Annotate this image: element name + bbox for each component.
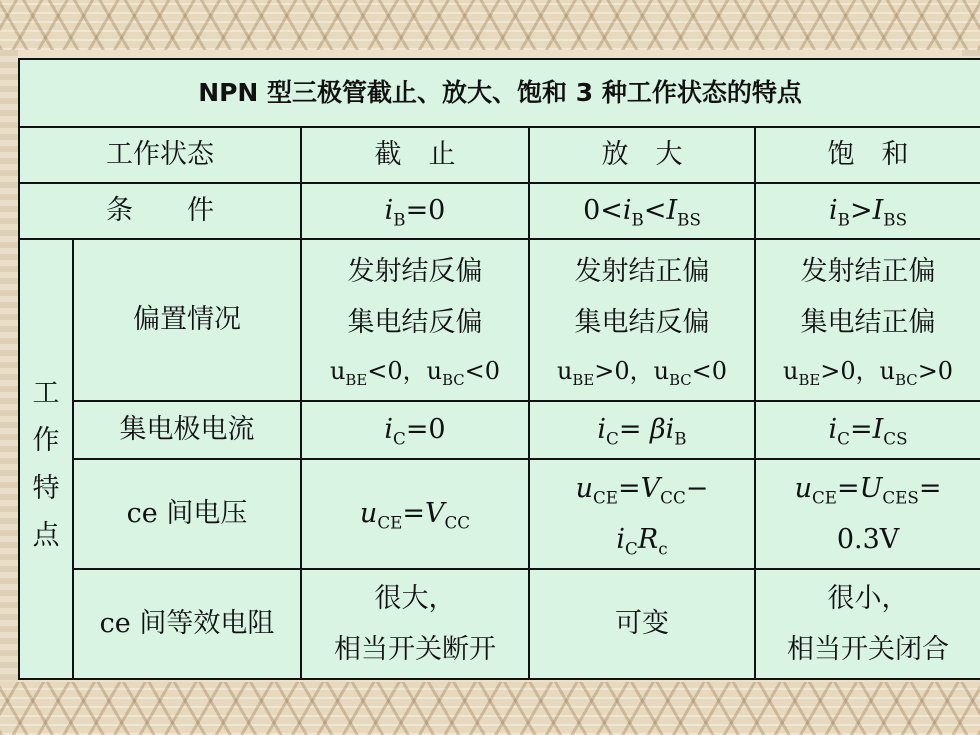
bias-saturation: 发射结正偏 集电结正偏 $u_{BE}>0$，$u_{BC}>0$ <box>755 239 980 401</box>
header-cutoff: 截 止 <box>301 127 529 183</box>
ce-voltage-saturation: $u_{CE}=U_{CES}=$ 0.3V <box>755 459 980 569</box>
bias-label: 偏置情况 <box>73 239 301 401</box>
side-label-char: 特 <box>32 472 60 504</box>
bias-amplify: 发射结正偏 集电结反偏 $u_{BE}>0$，$u_{BC}<0$ <box>529 239 755 401</box>
condition-saturation: $i_B>I_{BS}$ <box>755 183 980 239</box>
collector-current-saturation: $i_C=I_{CS}$ <box>755 401 980 459</box>
transistor-states-table <box>18 58 980 680</box>
side-label-char: 作 <box>32 425 60 457</box>
decorative-border-bottom <box>0 682 980 735</box>
bias-cutoff: 发射结反偏 集电结反偏 $u_{BE}<0$，$u_{BC}<0$ <box>301 239 529 401</box>
ce-resistance-amplify: 可变 <box>529 569 755 679</box>
ce-voltage-label: ce 间电压 <box>73 459 301 569</box>
side-label-char: 工 <box>32 378 60 409</box>
collector-current-label: 集电极电流 <box>73 401 301 459</box>
decorative-border-top <box>0 0 980 50</box>
header-amplify: 放 大 <box>529 127 755 183</box>
decorative-border-left <box>0 50 18 682</box>
header-saturation: 饱 和 <box>755 127 980 183</box>
side-label-working-characteristics <box>19 239 73 679</box>
condition-amplify: $0<i_B<I_{BS}$ <box>529 183 755 239</box>
collector-current-cutoff: $i_C=0$ <box>301 401 529 459</box>
ce-voltage-amplify: $u_{CE}=V_{CC}-$ $i_CR_c$ <box>529 459 755 569</box>
header-state-label: 工作状态 <box>19 127 301 183</box>
collector-current-amplify: $i_C= \beta i_B$ <box>529 401 755 459</box>
ce-resistance-saturation: 很小， 相当开关闭合 <box>755 569 980 679</box>
ce-resistance-label: ce 间等效电阻 <box>73 569 301 679</box>
condition-label: 条 件 <box>19 183 301 239</box>
ce-resistance-cutoff: 很大， 相当开关断开 <box>301 569 529 679</box>
table-title: NPN 型三极管截止、放大、饱和 3 种工作状态的特点 <box>19 59 980 127</box>
condition-cutoff: $i_B=0$ <box>301 183 529 239</box>
ce-voltage-cutoff: $u_{CE}=V_{CC}$ <box>301 459 529 569</box>
side-label-char: 点 <box>32 519 60 551</box>
